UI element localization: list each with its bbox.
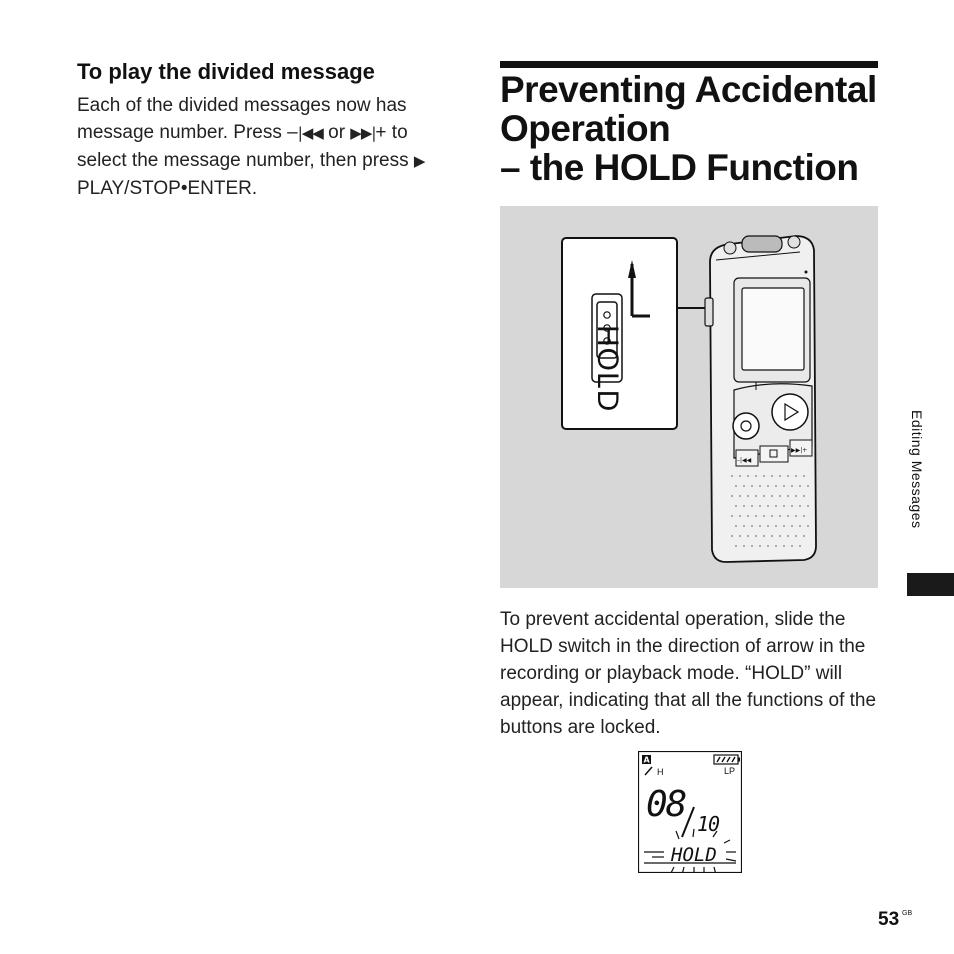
title-line-3: – the HOLD Function (500, 147, 859, 188)
title-rule (500, 61, 878, 68)
chapter-tab-marker (907, 573, 954, 596)
instruction-text-b: or (322, 122, 351, 143)
play-icon: ▶ (413, 152, 425, 170)
prev-button-label: –|◀◀ (737, 457, 752, 464)
stop-button (760, 446, 788, 462)
next-button-label: ▶▶|+ (791, 447, 808, 454)
instruction-text-c: + to select the message number, then press (77, 122, 414, 171)
hold-instructions: To prevent accidental operation, slide the HOLD switch in the direction of arrow in the recording or playback mode. “HOLD” will appear, indicating that all the functions of the buttons are locked. (500, 609, 877, 738)
previous-track-icon: |◀◀ (297, 124, 323, 142)
instruction-text-a: Each of the divided messages now has message number. Press – (77, 95, 407, 143)
menu-button (733, 413, 759, 439)
side-hold-switch (705, 298, 713, 326)
title-line-1: Preventing Accidental (500, 69, 877, 110)
title-line-2: Operation (500, 108, 671, 149)
recorder-illustration (500, 206, 878, 588)
hold-label: HOLD (591, 325, 624, 413)
microphone-icon (742, 236, 782, 252)
next-track-icon: ▶▶| (350, 124, 376, 142)
message-number: 08 (646, 784, 686, 825)
play-divided-instructions (77, 92, 449, 202)
recording-mode-label: LP (724, 766, 736, 776)
total-messages: 10 (697, 812, 720, 836)
subsection-heading: To play the divided message (77, 59, 375, 84)
lcd-hold-indicator: HOLD (671, 844, 717, 866)
folder-letter: A (643, 755, 650, 765)
instruction-text-d: PLAY/STOP•ENTER. (77, 178, 258, 199)
page-number: 53 (878, 909, 900, 930)
chapter-tab-label: Editing Messages (909, 410, 925, 529)
mic-sensitivity-label: H (657, 767, 664, 777)
region-code: GB (902, 910, 913, 917)
play-button (772, 394, 808, 430)
section-title (500, 70, 890, 187)
recorder-drawing (500, 206, 878, 588)
screen-icon (742, 288, 804, 370)
